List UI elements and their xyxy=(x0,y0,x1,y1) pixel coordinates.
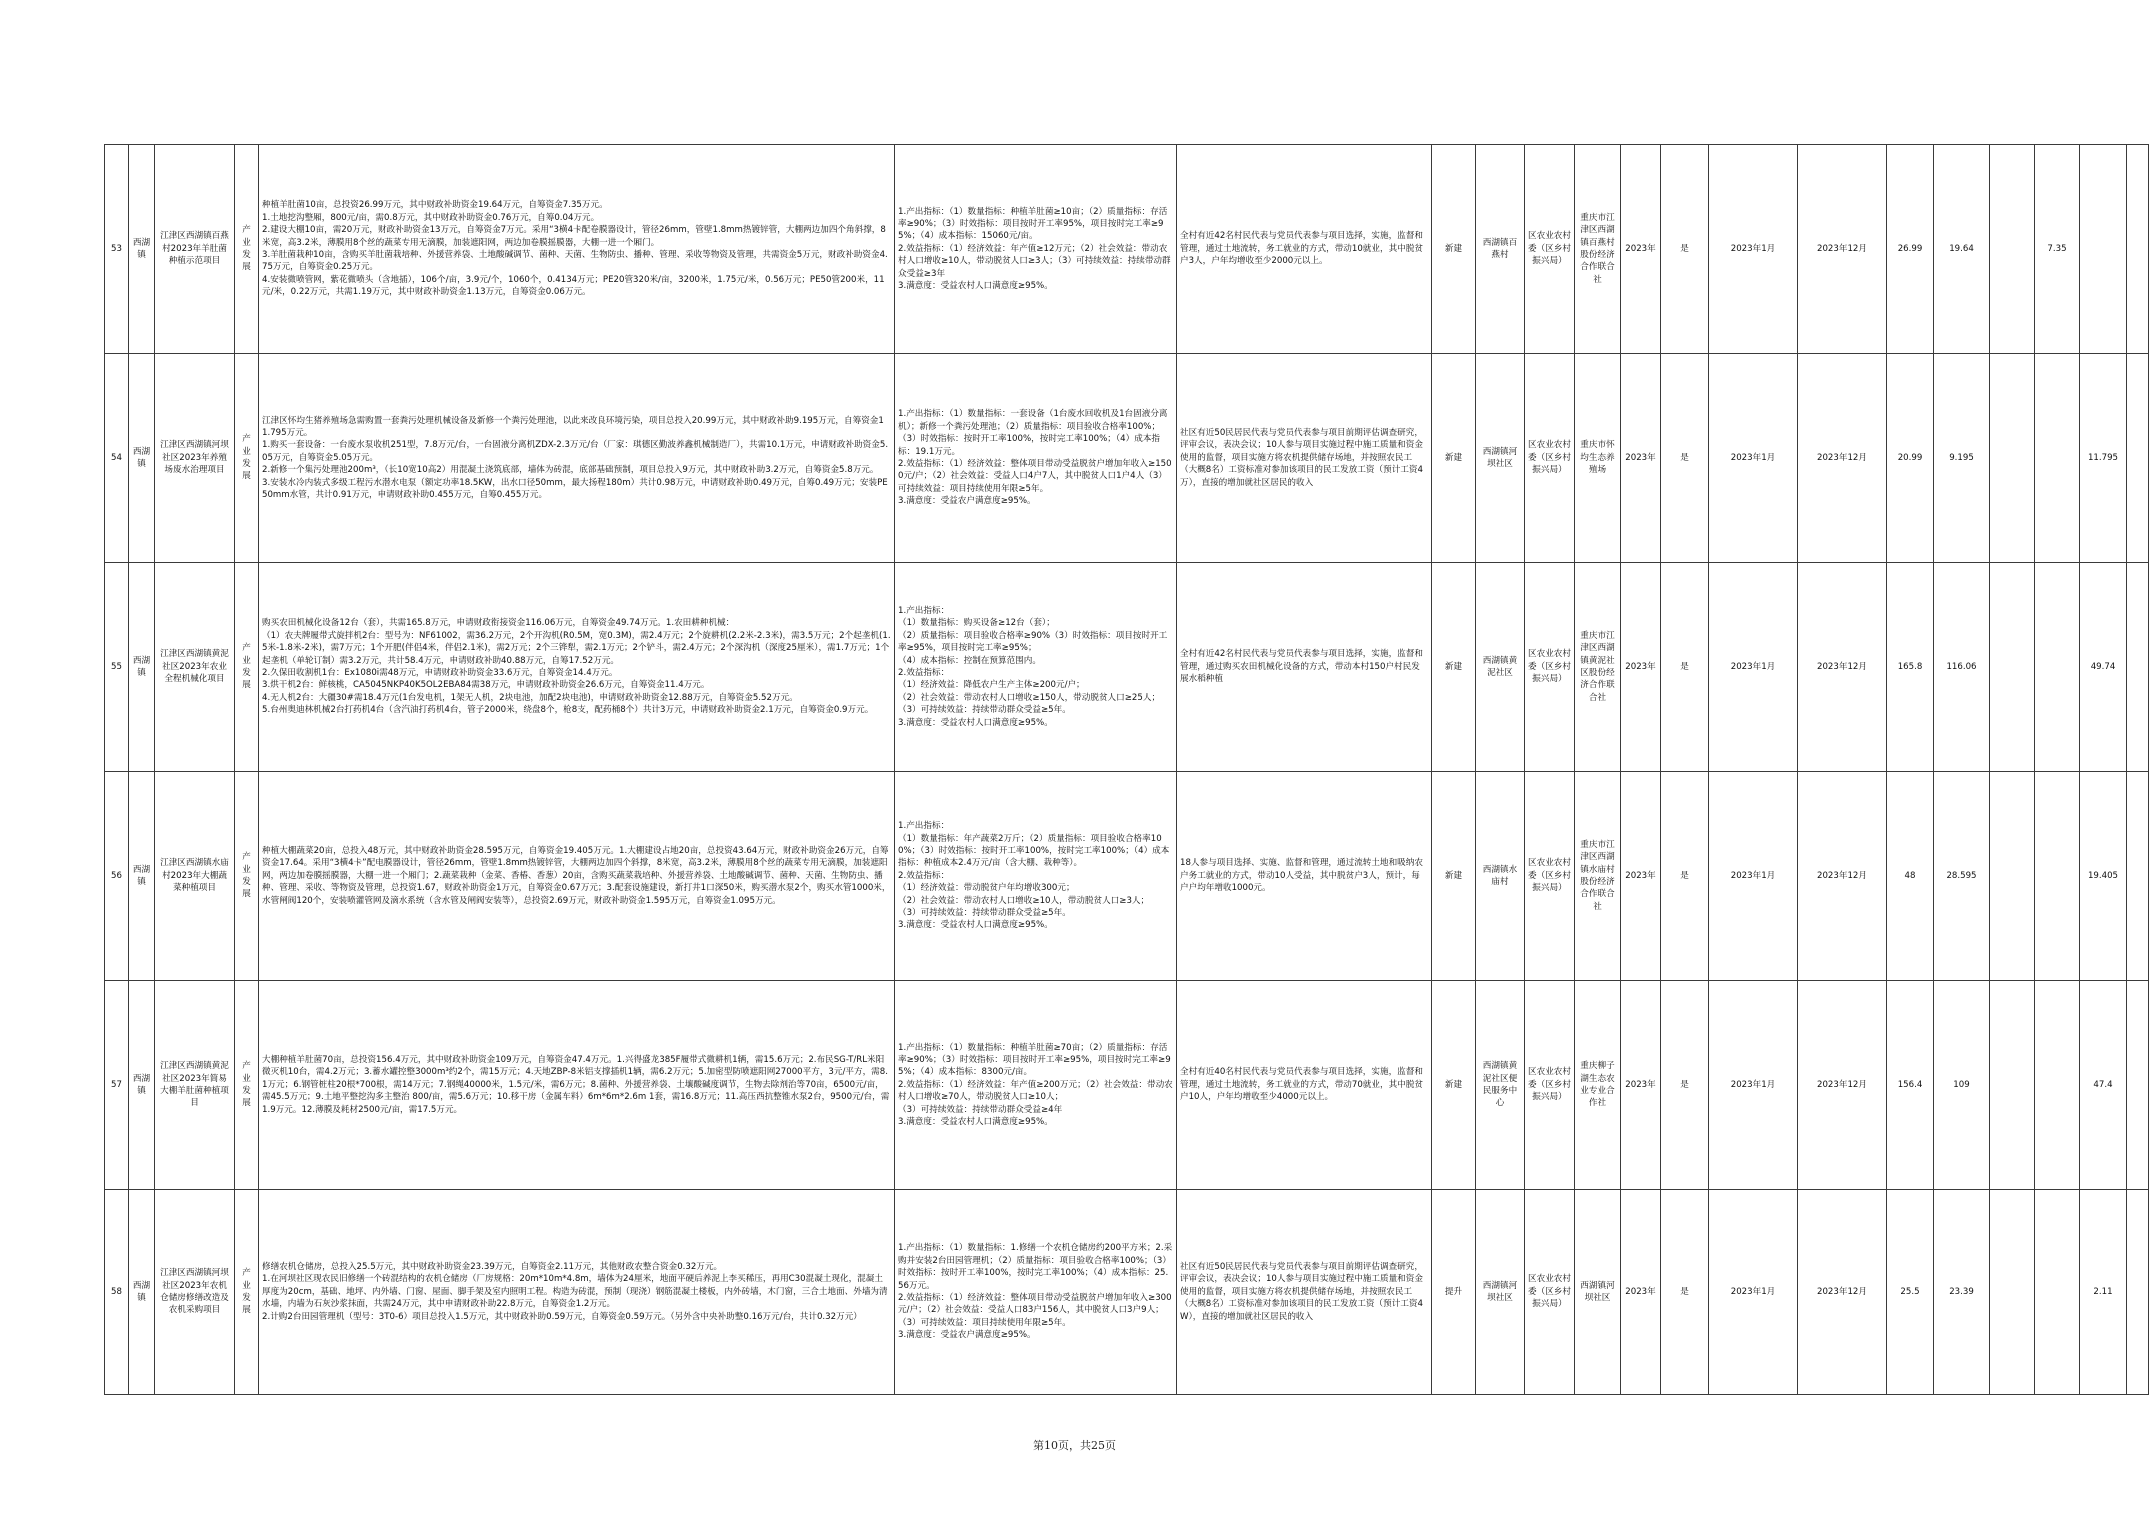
implementing-unit-cell xyxy=(1575,145,1621,354)
town-cell xyxy=(129,354,155,563)
construction-content-cell xyxy=(259,1190,895,1395)
start-date-text: 2023年1月 xyxy=(1730,452,1776,463)
benefit-mechanism-text: 社区有近50民居民代表与党员代表参与项目前期评估调查研究，评审会议，表决会议；10人参与项目实施过程中施工质量和资金使用的监督，项目实施方将农机提供储存场地，并按照农民工（大概8名）工资标准对参加该项目的民工发放工资（预计工资4W），直接的增加就社区居民的收入 xyxy=(1180,1261,1423,1322)
flag-cell xyxy=(1661,772,1709,981)
row-number: 56 xyxy=(111,870,122,881)
construction-content-cell xyxy=(259,981,895,1190)
implementing-unit-text: 重庆市江津区西湖镇黄泥社区股份经济合作联合社 xyxy=(1580,630,1615,703)
project-name-text: 江津区西湖镇黄泥社区2023年农业全程机械化项目 xyxy=(160,649,229,685)
location-cell xyxy=(1476,981,1525,1190)
construction-nature-text: 提升 xyxy=(1444,1286,1463,1297)
start-date-text: 2023年1月 xyxy=(1730,1079,1776,1090)
row-number: 53 xyxy=(111,243,122,254)
construction-nature-text: 新建 xyxy=(1444,243,1463,254)
end-date-text: 2023年12月 xyxy=(1817,243,1867,254)
department-text: 区农业农村委（区乡村振兴局） xyxy=(1528,440,1571,476)
start-date-cell xyxy=(1709,772,1798,981)
location-cell xyxy=(1476,145,1525,354)
total-investment-cell xyxy=(1887,354,1934,563)
table-row xyxy=(105,772,2149,981)
town-cell xyxy=(129,981,155,1190)
fiscal-fund-cell xyxy=(1934,1190,1990,1395)
construction-content-cell xyxy=(259,772,895,981)
row-number: 55 xyxy=(111,661,122,672)
department-text: 区农业农村委（区乡村振兴局） xyxy=(1528,1067,1571,1103)
project-type-text: 产业发展 xyxy=(242,225,251,273)
town-cell xyxy=(129,1190,155,1395)
implementing-unit-text: 重庆柳子湖生态农业专业合作社 xyxy=(1580,1061,1615,1109)
location-cell xyxy=(1476,354,1525,563)
performance-goals-cell xyxy=(895,1190,1177,1395)
project-name-cell xyxy=(155,354,235,563)
fiscal-fund-cell xyxy=(1934,981,1990,1190)
construction-content-text: 江津区怀均生猪养殖场急需购置一套粪污处理机械设备及新修一个粪污处理池，以此来改良环境污染，项目总投入20.99万元，其中财政补助9.195万元，自筹资金11.795万元。 1.购买一套设备：一台废水泵收机251型，7.8万元/台，一台固液分离机ZDX-2.3万元/台（厂家：琪德区勤波养鑫机械制造厂），共需10.1万元，申请财政补助资金5.05万元，自筹资金5.05万元。 2.新修一个集污处理池200m³，（长10宽10高2）用混凝土浇筑底部，墙体为砖混，底部基础预制，项目总投入9万元，其中财政补助3.2万元，自筹资金5.8万元。 3.安装水冷内装式多级工程污水潜水电泵（额定功率18.5KW，出水口径50mm，最大扬程180m）共计0.98万元，申请财政补助0.49万元，自筹0.49万元；安装PE50mm水管，共计0.91万元，申请财政补助0.455万元，自筹0.455万元。 xyxy=(262,415,889,501)
table-row xyxy=(105,1190,2149,1395)
implementing-unit-cell xyxy=(1575,981,1621,1190)
construction-content-cell xyxy=(259,354,895,563)
row-number xyxy=(105,354,129,563)
self-fund-a-cell xyxy=(2035,1190,2080,1395)
project-type-cell xyxy=(235,981,259,1190)
other-fund-cell xyxy=(1990,354,2035,563)
performance-goals-text: 1.产出指标： （1）数量指标：年产蔬菜2万斤；（2）质量指标：项目验收合格率100%；（3）时效指标：按时开工率100%，按时完工率100%；（4）成本指标：种植成本2.4万元/亩（含大棚、栽种等）。 2.效益指标： （1）经济效益：带动脱贫户年均增收300元； （2）社会效益：带动农村人口增收≥10人，带动脱贫人口≥3人； （3）可持续效益：持续带动群众受益≥5年。 3.满意度：受益农村人口满意度≥95%。 xyxy=(898,821,1170,931)
benefit-mechanism-text: 全村有近42名村民代表与党员代表参与项目选择，实施，监督和管理，通过购买农田机械化设备的方式，带动本村150户村民发展水稻种植 xyxy=(1180,649,1423,685)
construction-nature-text: 新建 xyxy=(1444,870,1463,881)
self-fund-b-text: 47.4 xyxy=(2093,1079,2113,1090)
department-cell xyxy=(1525,1190,1575,1395)
self-fund-a-cell xyxy=(2035,354,2080,563)
start-date-cell xyxy=(1709,145,1798,354)
location-cell xyxy=(1476,563,1525,772)
total-investment-cell xyxy=(1887,981,1934,1190)
department-cell xyxy=(1525,563,1575,772)
benefit-mechanism-cell xyxy=(1177,981,1432,1190)
project-name-text: 江津区西湖镇水庙村2023年大棚蔬菜种植项目 xyxy=(160,858,229,894)
town-cell xyxy=(129,563,155,772)
year-cell xyxy=(1621,981,1661,1190)
other-fund-cell xyxy=(1990,772,2035,981)
performance-goals-text: 1.产出指标： （1）数量指标：购买设备≥12台（套）； （2）质量指标：项目验收合格率≥90%（3）时效指标：项目按时开工率≥95%，项目按时完工率≥95%； （4）成本指标：控制在预算范围内。 2.效益指标： （1）经济效益：降低农户生产主体≥200元/户； （2）社会效益：带动农村人口增收≥150人，带动脱贫人口≥25人； （3）可持续效益：持续带动群众受益≥5年。 3.满意度：受益农村人口满意度≥95%。 xyxy=(898,605,1168,728)
location-cell xyxy=(1476,772,1525,981)
implementing-unit-text: 重庆市江津区西湖镇水庙村股份经济合作联合社 xyxy=(1580,839,1615,912)
implementing-unit-cell xyxy=(1575,772,1621,981)
flag-text: 是 xyxy=(1680,452,1689,463)
construction-content-text: 大棚种植羊肚菌70亩，总投资156.4万元，其中财政补助资金109万元，自筹资金47.4万元。1.兴得盛龙385F履带式微耕机1辆，需15.6万元；2.布民SG-T/RL米阳微灭机10台，需4.2万元；3.蓄水罐控整3000m³约2个，需15万元；4.天地ZBP-8米铝支撑插机1辆，需6.2万元；5.加密型防喷遮阳网27000平方，3元/平方，需8.1万元；6.钢管桩柱20根*700根，需14万元；7.钢绳40000米，1.5元/米，需6万元；8.菌种、外援营养袋、土壤酸碱度调节，生物去除剂治等70亩，6500元/亩，需45.5万元；9.土地平整挖沟多主整治 800/亩，需5.6万元；10.移干房（金属车料）6m*6m*2.6m 1套，需16.8万元；11.高压西抗整锥水泵2台，9500元/台，需1.9万元。12.薄膜及耗材2500元/亩，需17.5万元。 xyxy=(262,1054,890,1115)
construction-nature-cell xyxy=(1432,354,1476,563)
town-cell xyxy=(129,772,155,981)
self-fund-b-cell xyxy=(2080,354,2127,563)
construction-nature-text: 新建 xyxy=(1444,452,1463,463)
end-date-text: 2023年12月 xyxy=(1817,870,1867,881)
year-cell xyxy=(1621,772,1661,981)
department-cell xyxy=(1525,772,1575,981)
construction-content-text: 修缮农机仓储房，总投入25.5万元，其中财政补助资金23.39万元，自筹资金2.11万元，其他财政农整合资金0.32万元。 1.在河坝社区现农民旧修缮一个砖混结构的农机仓储房（厂房规格：20m*10m*4.8m，墙体为24厘米，地面平硬后养泥上李买稀压，再用C30混凝土现化，混凝土厚度为20cm，基础、地坪、内外墙、门窗、屋面、脚手架及室内照明工程。构造为砖混，预制（现浇）钢筋混凝土楼板，内外砖墙，木门窗，三合土地面、外墙为清水墙，内墙为石灰沙浆抹面，共需24万元，其中申请财政补助22.8万元，自筹资金1.2万元。 2.计购2台田园管理机（型号：3T0-6）项目总投入1.5万元，其中财政补助0.59万元，自筹资金0.59万元。（另外含中央补助整0.16万元/台，共计0.32万元） xyxy=(262,1261,888,1322)
project-name-cell xyxy=(155,1190,235,1395)
project-type-text: 产业发展 xyxy=(242,1061,251,1109)
start-date-cell xyxy=(1709,563,1798,772)
fiscal-fund-text: 116.06 xyxy=(1946,661,1977,672)
project-type-text: 产业发展 xyxy=(242,434,251,482)
table-row xyxy=(105,981,2149,1190)
end-date-cell xyxy=(1798,563,1887,772)
performance-goals-text: 1.产出指标：（1）数量指标：种植羊肚菌≥70亩；（2）质量指标：存活率≥90%；（3）时效指标：项目按时开工率≥95%，项目按时完工率≥95%；（4）成本指标：8300元/亩。 2.效益指标：（1）经济效益：年产值≥200万元；（2）社会效益：带动农村人口增收≥70人，带动脱贫人口≥10人； （3）可持续效益：持续带动群众受益≥4年 3.满意度：受益农村人口满意度≥95%。 xyxy=(898,1042,1173,1128)
department-cell xyxy=(1525,981,1575,1190)
table-body xyxy=(105,145,2149,1395)
total-investment-text: 26.99 xyxy=(1897,243,1923,254)
town-cell xyxy=(129,145,155,354)
start-date-cell xyxy=(1709,1190,1798,1395)
row-number xyxy=(105,772,129,981)
year-text: 2023年 xyxy=(1625,243,1656,254)
benefit-mechanism-text: 18人参与项目选择、实施、监督和管理，通过流转土地和吸纳农户务工就业的方式，带动10人受益，其中脱贫户3人，预计，每户户均年增收1000元。 xyxy=(1180,858,1423,894)
project-type-cell xyxy=(235,354,259,563)
other-fund-cell xyxy=(1990,145,2035,354)
project-name-text: 江津区西湖镇河坝社区2023年养殖场废水治理项目 xyxy=(160,440,229,476)
location-text: 西湖镇河坝社区 xyxy=(1482,446,1518,469)
self-fund-b-text: 11.795 xyxy=(2087,452,2119,463)
department-text: 区农业农村委（区乡村振兴局） xyxy=(1528,231,1571,267)
flag-text: 是 xyxy=(1680,870,1689,881)
performance-goals-cell xyxy=(895,145,1177,354)
blank-cell xyxy=(2127,145,2149,354)
page-number: 第10页，共25页 xyxy=(1033,1439,1116,1452)
self-fund-b-cell xyxy=(2080,563,2127,772)
location-text: 西湖镇水庙村 xyxy=(1482,864,1518,887)
project-name-cell xyxy=(155,145,235,354)
project-type-text: 产业发展 xyxy=(242,643,251,691)
end-date-text: 2023年12月 xyxy=(1817,452,1867,463)
project-name-cell xyxy=(155,981,235,1190)
performance-goals-cell xyxy=(895,981,1177,1190)
flag-cell xyxy=(1661,981,1709,1190)
self-fund-b-text: 2.11 xyxy=(2093,1286,2113,1297)
benefit-mechanism-text: 全村有近40名村民代表与党员代表参与项目选择，实施，监督和管理，通过土地流转，务工就业的方式，带动70就业，其中脱贫户10人，户年均增收至少4000元以上。 xyxy=(1180,1067,1423,1103)
project-type-cell xyxy=(235,145,259,354)
flag-cell xyxy=(1661,354,1709,563)
self-fund-b-cell xyxy=(2080,145,2127,354)
other-fund-cell xyxy=(1990,563,2035,772)
benefit-mechanism-text: 全村有近42名村民代表与党员代表参与项目选择，实施，监督和管理，通过土地流转，务工就业的方式，带动10就业，其中脱贫户3人，户年均增收至少2000元以上。 xyxy=(1180,231,1423,267)
blank-cell xyxy=(2127,354,2149,563)
table-row xyxy=(105,145,2149,354)
department-text: 区农业农村委（区乡村振兴局） xyxy=(1528,858,1571,894)
row-number xyxy=(105,981,129,1190)
benefit-mechanism-text: 社区有近50民居民代表与党员代表参与项目前期评估调查研究，评审会议，表决会议；10人参与项目实施过程中施工质量和资金使用的监督，项目实施方将农机提供储存场地，并按照农民工（大概8名）工资标准对参加该项目的民工发放工资（预计工资4万），直接的增加就社区居民的收入 xyxy=(1180,427,1423,488)
total-investment-cell xyxy=(1887,1190,1934,1395)
flag-cell xyxy=(1661,145,1709,354)
year-text: 2023年 xyxy=(1625,870,1656,881)
start-date-cell xyxy=(1709,981,1798,1190)
fiscal-fund-text: 9.195 xyxy=(1949,452,1974,463)
row-number: 54 xyxy=(111,452,122,463)
blank-cell xyxy=(2127,1190,2149,1395)
project-type-text: 产业发展 xyxy=(242,852,251,900)
construction-nature-cell xyxy=(1432,563,1476,772)
performance-goals-text: 1.产出指标：（1）数量指标：1.修缮一个农机仓储房约200平方米；2.采购并安装2台田园管理机；（2）质量指标：项目验收合格率100%；（3）时效指标：按时开工率100%，按时完工率100%；（4）成本指标：25.56万元。 2.效益指标：（1）经济效益：整体项目带动受益脱贫户增加年收入≥300元/户；（2）社会效益：受益人口83户156人，其中脱贫人口3户9人；（3）可持续效益：项目持续使用年限≥5年。 3.满意度：受益农户满意度≥95%。 xyxy=(898,1243,1173,1341)
self-fund-a-cell xyxy=(2035,981,2080,1190)
location-text: 西湖镇百燕村 xyxy=(1482,237,1518,260)
performance-goals-cell xyxy=(895,563,1177,772)
fiscal-fund-cell xyxy=(1934,563,1990,772)
self-fund-b-cell xyxy=(2080,1190,2127,1395)
project-name-cell xyxy=(155,563,235,772)
performance-goals-text: 1.产出指标：（1）数量指标：种植羊肚菌≥10亩；（2）质量指标：存活率≥90%；（3）时效指标：项目按时开工率95%，项目按时完工率≥95%；（4）成本指标：15060元/亩。 2.效益指标：（1）经济效益：年产值≥12万元；（2）社会效益：带动农村人口增收≥10人，带动脱贫人口≥3人；（3）可持续效益：持续带动群众受益≥3年 3.满意度：受益农村人口满意度≥95%。 xyxy=(898,206,1171,292)
other-fund-cell xyxy=(1990,981,2035,1190)
self-fund-b-cell xyxy=(2080,981,2127,1190)
benefit-mechanism-cell xyxy=(1177,772,1432,981)
performance-goals-text: 1.产出指标：（1）数量指标：一套设备（1台废水回收机及1台固液分离机）；新修一个粪污处理池；（2）质量指标：项目验收合格率100%；（3）时效指标：按时开工率100%，按时完工率100%；（4）成本指标：19.1万元。 2.效益指标：（1）经济效益：整体项目带动受益脱贫户增加年收入≥1500元/户；（2）社会效益：受益人口4户7人，其中脱贫人口1户4人（3）可持续效益：项目持续使用年限≥5年。 3.满意度：受益农户满意度≥95%。 xyxy=(898,409,1172,507)
town-text: 西湖镇 xyxy=(132,1280,151,1303)
implementing-unit-cell xyxy=(1575,1190,1621,1395)
fiscal-fund-cell xyxy=(1934,145,1990,354)
town-text: 西湖镇 xyxy=(132,655,151,678)
fiscal-fund-text: 28.595 xyxy=(1946,870,1977,881)
fiscal-fund-cell xyxy=(1934,354,1990,563)
start-date-text: 2023年1月 xyxy=(1730,243,1776,254)
location-text: 西湖镇黄泥社区便民服务中心 xyxy=(1482,1061,1518,1109)
table-row xyxy=(105,354,2149,563)
end-date-cell xyxy=(1798,772,1887,981)
end-date-cell xyxy=(1798,354,1887,563)
implementing-unit-cell xyxy=(1575,354,1621,563)
start-date-cell xyxy=(1709,354,1798,563)
start-date-text: 2023年1月 xyxy=(1730,1286,1776,1297)
total-investment-cell xyxy=(1887,563,1934,772)
fiscal-fund-cell xyxy=(1934,772,1990,981)
self-fund-a-cell xyxy=(2035,772,2080,981)
end-date-text: 2023年12月 xyxy=(1817,661,1867,672)
blank-cell xyxy=(2127,981,2149,1190)
year-text: 2023年 xyxy=(1625,661,1656,672)
total-investment-text: 20.99 xyxy=(1897,452,1923,463)
fiscal-fund-text: 19.64 xyxy=(1949,243,1974,254)
start-date-text: 2023年1月 xyxy=(1730,661,1776,672)
construction-nature-text: 新建 xyxy=(1444,1079,1463,1090)
department-text: 区农业农村委（区乡村振兴局） xyxy=(1528,649,1571,685)
project-type-text: 产业发展 xyxy=(242,1268,251,1316)
construction-content-text: 购买农田机械化设备12台（套），共需165.8万元，申请财政衔接资金116.06万元，自筹资金49.74万元。1.农田耕种机械： （1）农夫牌履带式旋拌机2台：型号为：NF61002，需36.2万元，2个开沟机(R0.5M，宽0.3M)，需2.4万元；2个旋耕机(2.2米-2.3米)，需3.5万元；2个起垄机(1.5米-1.8米-2米)，需7万元；1个开肥(伴侣4米，伴侣2.1米)，需2万元；2个三铧犁，需2.1万元；2个铲斗，需2.4万元；2个深沟机（深度25厘米），需1.7万元；1个起垄机（单轮订制）需3.2万元，共计58.4万元，申请财政补助40.88万元，自筹17.52万元。 2.久保田收割机1台：Ex1080i需48万元，申请财政补助资金33.6万元，自筹资金14.4万元。 3.烘干机2台：鲜核桃，CA5045NKP40K5OL2EBA84需38万元，申请财政补助资金26.6万元，自筹资金11.4万元。 4.无人机2台：大疆30#需18.4万元(1台发电机，1架无人机，2块电池，加配2块电池)，申请财政补助资金12.88万元，自筹资金5.52万元。 5.台州奥迪林机械2台打药机4台（含汽油打药机4台，管子2000米，绕盘8个，枪8支，配药桶8个）共计3万元，申请财政补助资金2.1万元，自筹资金0.9万元。 xyxy=(262,618,891,716)
construction-content-cell xyxy=(259,563,895,772)
year-cell xyxy=(1621,354,1661,563)
performance-goals-cell xyxy=(895,772,1177,981)
project-name-cell xyxy=(155,772,235,981)
benefit-mechanism-cell xyxy=(1177,563,1432,772)
total-investment-text: 165.8 xyxy=(1897,661,1923,672)
row-number xyxy=(105,1190,129,1395)
year-text: 2023年 xyxy=(1625,452,1656,463)
self-fund-a-cell xyxy=(2035,145,2080,354)
project-table xyxy=(104,144,2149,1395)
start-date-text: 2023年1月 xyxy=(1730,870,1776,881)
year-cell xyxy=(1621,1190,1661,1395)
year-cell xyxy=(1621,145,1661,354)
town-text: 西湖镇 xyxy=(132,237,151,260)
implementing-unit-text: 重庆市江津区西湖镇百燕村股份经济合作联合社 xyxy=(1580,212,1615,285)
end-date-cell xyxy=(1798,1190,1887,1395)
flag-text: 是 xyxy=(1680,661,1689,672)
year-text: 2023年 xyxy=(1625,1079,1656,1090)
row-number xyxy=(105,145,129,354)
self-fund-b-text: 19.405 xyxy=(2087,870,2119,881)
project-type-cell xyxy=(235,772,259,981)
row-number xyxy=(105,563,129,772)
year-text: 2023年 xyxy=(1625,1286,1656,1297)
location-text: 西湖镇黄泥社区 xyxy=(1482,655,1518,678)
blank-cell xyxy=(2127,772,2149,981)
total-investment-text: 25.5 xyxy=(1900,1286,1920,1297)
total-investment-cell xyxy=(1887,145,1934,354)
end-date-cell xyxy=(1798,145,1887,354)
project-type-cell xyxy=(235,1190,259,1395)
flag-text: 是 xyxy=(1680,1286,1689,1297)
construction-content-text: 种植大棚蔬菜20亩，总投入48万元，其中财政补助资金28.595万元，自筹资金19.405万元。1.大棚建设占地20亩，总投资43.64万元，财政补助资金26万元，自筹资金17.64。采用“3横4卡”配电膜器设计，管径26mm，管壁1.8mm热镀锌管，大棚两边加四个斜撑，8米宽，高3.2米，薄膜用8个丝的蔬菜专用无滴膜，加装遮阳网，两边加卷膜摇膜器，大棚一进一个厢门；2.蔬菜栽种（金菜、香椿、香葱）20亩，含购买蔬菜栽培种、外援营养袋、土地酸碱调节、菌种、天菌、生物防虫、播种、管理、采收、等物资及管理，总投资1.67，财政补助资金1万元，自筹资金0.67万元；3.配套设施建设，新打井1口深50米，购买潜水泵2个，购买水管1000米，水管闸阀120个，安装喷灌管网及滴水系统（含水管及闸阀安装等），总投资2.69万元，财政补助资金1.595万元，自筹资金1.095万元。 xyxy=(262,845,891,906)
flag-cell xyxy=(1661,1190,1709,1395)
flag-cell xyxy=(1661,563,1709,772)
row-number: 58 xyxy=(111,1286,122,1297)
self-fund-a-text: 7.35 xyxy=(2047,243,2067,254)
construction-nature-cell xyxy=(1432,981,1476,1190)
construction-content-cell xyxy=(259,145,895,354)
location-text: 西湖镇河坝社区 xyxy=(1482,1280,1518,1303)
department-cell xyxy=(1525,354,1575,563)
implementing-unit-cell xyxy=(1575,563,1621,772)
other-fund-cell xyxy=(1990,1190,2035,1395)
department-text: 区农业农村委（区乡村振兴局） xyxy=(1528,1274,1571,1310)
construction-content-text: 种植羊肚菌10亩，总投资26.99万元，其中财政补助资金19.64万元，自筹资金7.35万元。 1.土地挖沟整厢，800元/亩，需0.8万元，其中财政补助资金0.76万元，自筹0.04万元。 2.建设大棚10亩，需20万元，财政补助资金13万元，自筹资金7万元。采用“3横4卡配卷膜器设计，管径26mm，管壁1.8mm热镀锌管，大棚两边加四个角斜撑，8米宽，高3.2米，薄膜用8个丝的蔬菜专用无滴膜，加装遮阳网，两边加卷膜摇膜器，大棚一进一个厢门。 3.羊肚菌栽种10亩，含购买羊肚菌栽培种、外援营养袋、土地酸碱调节、菌种、天菌、生物防虫、播种、管理、采收等物资及管理，共需资金5万元，财政补助资金4.75万元，自筹资金0.25万元。 4.安装微喷管网，紫花微喷头（含地插），106个/亩，3.9元/个，1060个，0.4134万元；PE20管320米/亩，3200米，1.75元/米，0.56万元；PE50管200米，11元/米，0.22万元，共需1.19万元，其中财政补助资金1.13万元，自筹资金0.06万元。 xyxy=(262,200,888,298)
self-fund-b-cell xyxy=(2080,772,2127,981)
project-name-text: 江津区西湖镇百燕村2023年羊肚菌种植示范项目 xyxy=(160,231,229,267)
location-cell xyxy=(1476,1190,1525,1395)
implementing-unit-text: 西湖镇河坝社区 xyxy=(1580,1280,1615,1303)
fiscal-fund-text: 23.39 xyxy=(1949,1286,1974,1297)
construction-nature-text: 新建 xyxy=(1444,661,1463,672)
benefit-mechanism-cell xyxy=(1177,145,1432,354)
town-text: 西湖镇 xyxy=(132,864,151,887)
total-investment-text: 156.4 xyxy=(1897,1079,1923,1090)
construction-nature-cell xyxy=(1432,145,1476,354)
flag-text: 是 xyxy=(1680,1079,1689,1090)
year-cell xyxy=(1621,563,1661,772)
total-investment-cell xyxy=(1887,772,1934,981)
benefit-mechanism-cell xyxy=(1177,354,1432,563)
benefit-mechanism-cell xyxy=(1177,1190,1432,1395)
implementing-unit-text: 重庆市怀均生态养殖场 xyxy=(1580,440,1615,476)
project-name-text: 江津区西湖镇河坝社区2023年农机仓储房修缮改造及农机采购项目 xyxy=(160,1268,229,1316)
end-date-cell xyxy=(1798,981,1887,1190)
flag-text: 是 xyxy=(1680,243,1689,254)
project-type-cell xyxy=(235,563,259,772)
town-text: 西湖镇 xyxy=(132,446,151,469)
blank-cell xyxy=(2127,563,2149,772)
fiscal-fund-text: 109 xyxy=(1953,1079,1970,1090)
self-fund-b-text: 49.74 xyxy=(2090,661,2116,672)
row-number: 57 xyxy=(111,1079,122,1090)
table-row xyxy=(105,563,2149,772)
end-date-text: 2023年12月 xyxy=(1817,1286,1867,1297)
total-investment-text: 48 xyxy=(1904,870,1916,881)
department-cell xyxy=(1525,145,1575,354)
performance-goals-cell xyxy=(895,354,1177,563)
self-fund-a-cell xyxy=(2035,563,2080,772)
end-date-text: 2023年12月 xyxy=(1817,1079,1867,1090)
town-text: 西湖镇 xyxy=(132,1073,151,1096)
construction-nature-cell xyxy=(1432,772,1476,981)
construction-nature-cell xyxy=(1432,1190,1476,1395)
project-name-text: 江津区西湖镇黄泥社区2023年简易大棚羊肚菌种植项目 xyxy=(160,1061,229,1109)
